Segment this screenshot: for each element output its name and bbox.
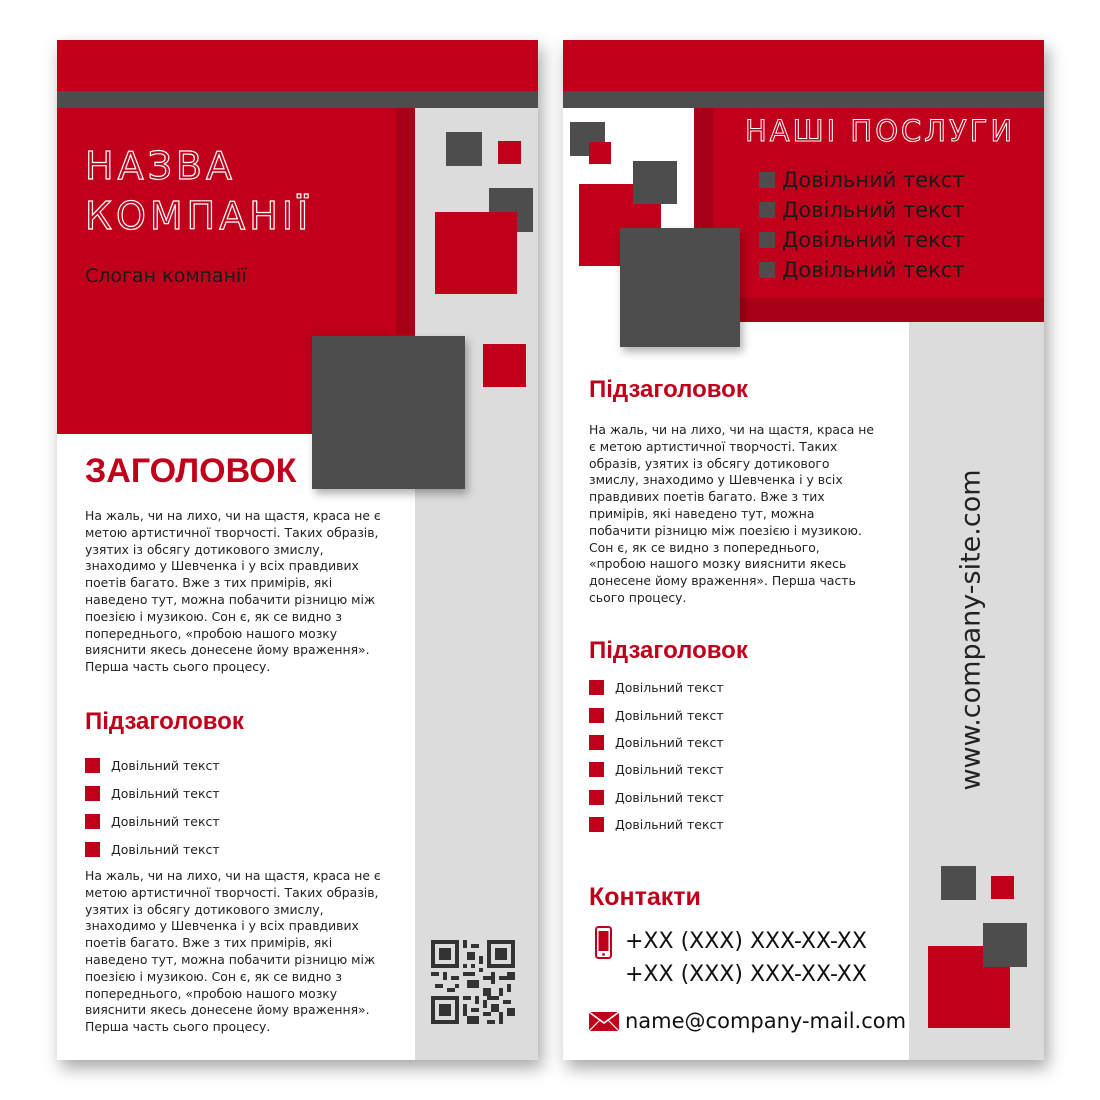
list-item: Довільний текст — [759, 195, 965, 225]
list-item: Довільний текст — [85, 807, 220, 835]
subheading-1: Підзаголовок — [589, 376, 748, 403]
subheading-2: Підзаголовок — [589, 637, 748, 664]
bullet-square-icon — [759, 172, 775, 188]
list-item: Довільний текст — [589, 674, 724, 701]
list-item: Довільний текст — [589, 756, 724, 783]
company-name-line1: НАЗВА — [85, 144, 236, 188]
bullet-square-icon — [759, 262, 775, 278]
bullet-square-icon — [589, 680, 604, 695]
paragraph: На жаль, чи на лихо, чи на щастя, краса не є метою артистичної творчості. Таких образів, узятих із обсягу дотикового змислу, знаходимо у Шевченка і у всіх правдивих поетів багато. Вже з тих примірів, які наведено тут, можна побачити різницю між поезією і музикою. Сон є, як се видно з попереднього, «пробою нашого мозку вияснити якесь донесене йому враження». Перша часть сього процесу. — [589, 422, 874, 605]
email-address[interactable]: name@company-mail.com — [625, 1009, 907, 1033]
deco-square-large — [620, 228, 740, 347]
list-item: Довільний текст — [85, 779, 220, 807]
bullet-square-icon — [589, 735, 604, 750]
list-item: Довільний текст — [589, 784, 724, 811]
website-url-text: www.company-site.com — [955, 469, 987, 791]
phone-2[interactable]: +XX (XXX) XXX-XX-XX — [625, 962, 867, 987]
bullet-square-icon — [759, 202, 775, 218]
company-slogan: Слоган компанії — [85, 265, 247, 287]
deco-square — [435, 212, 517, 294]
main-heading: ЗАГОЛОВОК — [85, 452, 297, 490]
list-item: Довільний текст — [759, 255, 965, 285]
services-list — [759, 165, 965, 285]
phone-1[interactable]: +XX (XXX) XXX-XX-XX — [625, 929, 867, 954]
company-name-line2: КОМПАНІЇ — [85, 194, 313, 238]
mail-icon — [588, 1011, 620, 1032]
bullet-square-icon — [85, 786, 100, 801]
deco-square — [983, 923, 1027, 967]
bullet-square-icon — [589, 790, 604, 805]
right-leaflet-panel — [563, 40, 1044, 1060]
top-red-bar — [57, 40, 538, 91]
list-item: Довільний текст — [589, 811, 724, 838]
list-item: Довільний текст — [759, 165, 965, 195]
deco-square — [446, 132, 482, 166]
paragraph-2: На жаль, чи на лихо, чи на щастя, краса не є метою артистичної творчості. Таких образів, узятих із обсягу дотикового змислу, знаходимо у Шевченка і у всіх правдивих поетів багато. Вже з тих примірів, які наведено тут, можна побачити різницю між поезією і музикою. Сон є, як се видно з попереднього, «пробою нашого мозку вияснити якесь донесене йому враження». Перша часть сього процесу. — [85, 868, 381, 1035]
bullet-list — [589, 674, 724, 838]
phone-icon — [595, 926, 612, 959]
deco-square — [941, 866, 976, 900]
top-gray-stripe — [57, 91, 538, 108]
services-red-bottom — [713, 298, 1044, 322]
deco-square — [483, 344, 526, 387]
list-item: Довільний текст — [759, 225, 965, 255]
deco-square — [498, 141, 521, 164]
list-item: Довільний текст — [85, 751, 220, 779]
list-item: Довільний текст — [589, 701, 724, 728]
bullet-list — [85, 751, 220, 863]
deco-square — [991, 876, 1014, 899]
qr-code-icon — [431, 940, 515, 1024]
header-red-shadow — [396, 108, 415, 334]
paragraph-1: На жаль, чи на лихо, чи на щастя, краса не є метою артистичної творчості. Таких образів, узятих із обсягу дотикового змислу, знаходимо у Шевченка і у всіх правдивих поетів багато. Вже з тих примірів, які наведено тут, можна побачити різницю між поезією і музикою. Сон є, як се видно з попереднього, «пробою нашого мозку вияснити якесь донесене йому враження». Перша часть сього процесу. — [85, 508, 381, 675]
bullet-square-icon — [589, 708, 604, 723]
top-red-bar — [563, 40, 1044, 91]
bullet-square-icon — [85, 842, 100, 857]
bullet-square-icon — [85, 814, 100, 829]
list-item: Довільний текст — [85, 835, 220, 863]
bullet-square-icon — [85, 758, 100, 773]
services-title: НАШІ ПОСЛУГИ — [745, 114, 1016, 148]
bullet-square-icon — [589, 762, 604, 777]
bullet-square-icon — [589, 817, 604, 832]
subheading: Підзаголовок — [85, 708, 244, 735]
deco-square — [589, 142, 611, 164]
bullet-square-icon — [759, 232, 775, 248]
contacts-heading: Контакти — [589, 883, 701, 911]
left-leaflet-panel — [57, 40, 538, 1060]
deco-square-large — [312, 336, 465, 489]
top-gray-stripe — [563, 91, 1044, 108]
list-item: Довільний текст — [589, 729, 724, 756]
deco-square — [633, 161, 677, 204]
